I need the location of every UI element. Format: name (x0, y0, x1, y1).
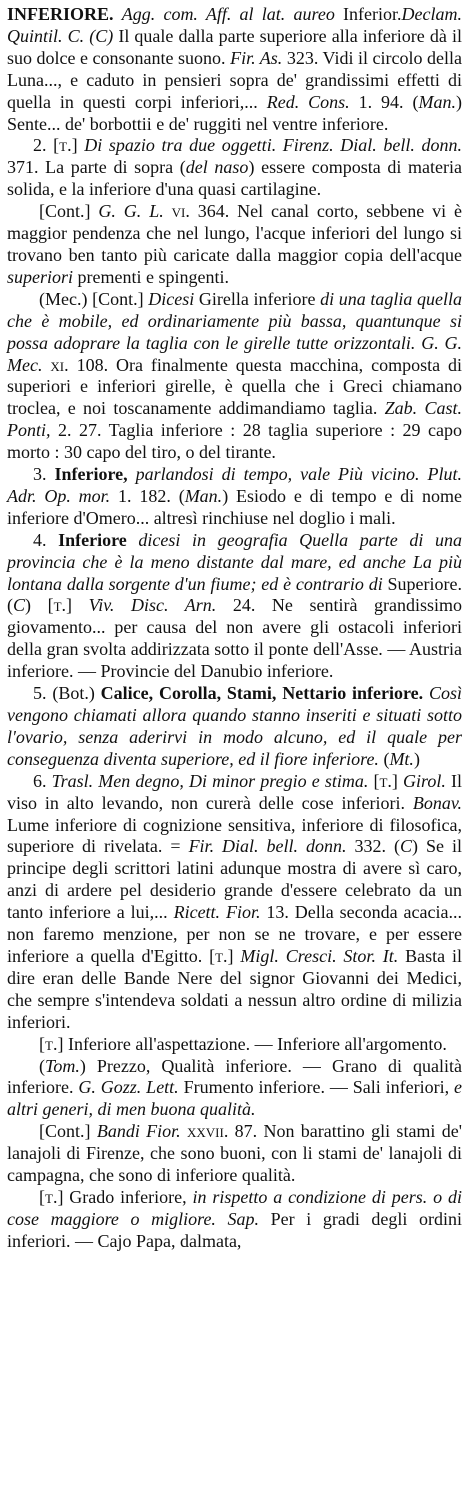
latin-equivalent: Inferior. (343, 4, 402, 24)
text-run: (Mec.) [Cont.] (39, 288, 149, 309)
sense-paragraph (7, 135, 462, 201)
text-run: t. (53, 595, 67, 616)
text-run: Il viso in alto levando, non curerà delle cose inferiori. (7, 770, 462, 813)
sense-paragraph (7, 1187, 462, 1253)
text-run: Di spazio tra due oggetti. Firenz. Dial. bell. donn. (84, 135, 462, 156)
text-run: 87. Non barattino gli stami de' lanajoli di Firenze, che sono buoni, con li stami de' lanajoli di campagna, che sono di inferiore qualità. (7, 1121, 462, 1186)
text-run: ) Se il principe degli scrittori latini adunque mostra di avere sì caro, anzi di ardere pel desiderio grande d'essere celebrato da un tanto inferiore a lui,... (7, 836, 463, 923)
text-run: ] (71, 135, 85, 156)
text-run: Lume inferiore di cognizione sensitiva, inferiore di filosofica, superiore di rivelata. = (7, 814, 462, 857)
sense-paragraph (7, 683, 462, 771)
text-run: Tom. (45, 1055, 80, 1076)
sense-paragraph (7, 201, 462, 289)
text-run: t. (59, 135, 72, 156)
text-run (127, 530, 139, 550)
text-run: 323. Vidi il circolo della Luna..., e caduto in pensieri sopra de' grandissimi effetti di quella in questi corpi inferiori,... (7, 47, 462, 112)
text-run: Calice, Corolla, Stami, Nettario inferiore. (100, 683, 424, 704)
text-run: [Cont.] (39, 201, 99, 222)
text-run (164, 201, 172, 221)
text-run: Così vengono chiamati allora quando stanno inseriti e situati sotto l'ovario, senza aderirvi in modo alcuno, ed il quale per conseguenza diventa superiore, ed il fiore inferiore. (7, 683, 463, 769)
text-run: superiori (7, 266, 74, 287)
text-run: C (13, 595, 26, 616)
text-run: ] (66, 595, 89, 616)
text-run: [ (39, 1186, 45, 1207)
text-run: 1. 94. ( (349, 91, 419, 112)
text-run: ] (391, 770, 404, 791)
sense-paragraph (7, 1121, 462, 1187)
text-run: 3. (33, 464, 55, 485)
text-run: Girol. (403, 770, 446, 791)
text-run: vi. (171, 201, 190, 222)
text-run: xxvii. (187, 1121, 229, 1142)
text-run (128, 464, 136, 484)
text-run: ) (413, 748, 420, 769)
text-run: di una taglia quella che è mobile, ed ordinariamente più bassa, quantunque si possa adoprare la taglia con le girelle tutte orizzontali. G. G. Mec. (7, 288, 463, 375)
text-run: Bandi Fior. (96, 1121, 181, 1142)
text-run: Frumento inferiore. — Sali inferiori, (178, 1077, 455, 1098)
text-run: t. (215, 945, 228, 966)
text-run: G. Gozz. Lett. (78, 1077, 179, 1098)
text-run: ] Grado inferiore, (57, 1186, 193, 1207)
text-run: prementi e spingenti. (73, 266, 229, 287)
text-run: Man. (184, 485, 223, 506)
text-run: 332. ( (346, 836, 401, 857)
text-run: t. (379, 770, 392, 791)
text-run: ) Sente... de' borbottii e de' ruggiti nel ventre inferiore. (7, 91, 463, 134)
text-run: Fir. As. (230, 47, 283, 68)
text-run: xi. (50, 354, 69, 375)
text-run: Man. (418, 91, 457, 112)
text-run: 371. La parte di sopra ( (7, 157, 186, 178)
text-run: Trasl. Men degno, Di minor pregio e stima. (51, 770, 369, 791)
text-run: 108. Ora finalmente questa macchina, composta di superiori e inferiori girelle, è quella che i Greci chiamano troclea, e noi toscanamente addimandiamo taglia. (7, 354, 462, 419)
text-run: Per i gradi degli ordini inferiori. — Cajo Papa, dalmata, (7, 1208, 463, 1251)
text-run: [Cont.] (39, 1121, 97, 1142)
text-run: 13. Della seconda acacia... non faremo menzione, per non se ne trovare, e per essere inferiore a quella d'Egitto. [ (7, 902, 462, 966)
text-run: Bonav. (412, 792, 462, 813)
grammar-note: Agg. com. Aff. al lat. aureo (121, 4, 335, 24)
text-run: dicesi in geografia Quella parte di una provincia che è la meno distante dal mare, ed anche La più lontana dalla sorgente d'un fiume; ed è contrario di (7, 529, 462, 594)
text-run: ] Inferiore all'aspettazione. — Inferiore all'argomento. (57, 1033, 447, 1054)
text-run: 2. 27. Taglia inferiore : 28 taglia superiore : 29 capo morto : 30 capo del tiro, o del tirante. (7, 420, 462, 463)
text-run: Zab. Cast. Ponti, (7, 398, 462, 441)
text-run: Dicesi (148, 288, 195, 309)
sense-paragraph (7, 289, 462, 464)
text-run: Ricett. Fior. (173, 902, 261, 923)
text-run: del naso (185, 157, 249, 178)
sense-paragraph (7, 1034, 462, 1056)
text-run: C (400, 836, 413, 857)
text-run: 6. (33, 770, 52, 791)
text-run: Red. Cons. (266, 91, 350, 112)
text-run: G. G. L. (98, 201, 164, 222)
text-run: ( (378, 748, 390, 769)
sense-paragraph (7, 530, 462, 683)
text-run: Declam. Quintil. C. (C) (7, 4, 462, 46)
text-run: Migl. Cresci. Stor. It. (240, 945, 399, 966)
entry-senses (7, 135, 462, 1252)
text-run: Il quale dalla parte superiore alla inferiore dà il suo dolce e consonante suono. (7, 25, 462, 68)
text-run: [ (39, 1033, 45, 1054)
text-run: ) [ (25, 595, 54, 616)
text-run: ) Prezzo, Qualità inferiore. — Grano di qualità inferiore. (7, 1055, 462, 1098)
text-run: ) Esiodo e di tempo e di nome inferiore d'Omero... altresì rinchiuse nel doglio i mali. (7, 485, 462, 528)
text-run: Inferiore, (54, 464, 128, 485)
text-run: Mt. (389, 748, 414, 769)
text-run: 5. (Bot.) (33, 683, 101, 704)
text-run: Inferiore (58, 529, 127, 550)
headword: INFERIORE. (7, 4, 114, 24)
text-run: [ (368, 770, 380, 791)
sense-paragraph (7, 1056, 462, 1122)
text-run: in rispetto a condizione di pers. o di cose maggiore o migliore. Sap. (7, 1186, 462, 1229)
text-run: ) essere composta di materia solida, e la inferiore d'una quasi cartilagine. (7, 157, 463, 200)
text-run: Superiore. ( (7, 573, 463, 616)
text-run: ( (39, 1055, 45, 1076)
text-run: t. (45, 1186, 58, 1207)
text-run: 4. (33, 529, 59, 550)
text-run: Viv. Disc. Arn. (88, 595, 217, 616)
sense-paragraph (7, 771, 462, 1034)
text-run: 1. 182. ( (110, 485, 185, 506)
text-run: e altri generi, di men buona qualità. (7, 1077, 463, 1120)
entry-intro (7, 4, 462, 135)
text-run: 364. Nel canal corto, sebbene vi è maggior pendenza che nel lungo, l'acque inferiori del lungo si trovano ben tanto più caricate dalla maggior copia dell'acque (7, 201, 463, 265)
text-run: t. (45, 1033, 58, 1054)
sense-paragraph (7, 464, 462, 530)
text-run: 2. [ (33, 135, 60, 156)
text-run: Fir. Dial. bell. donn. (188, 836, 347, 857)
text-run: parlandosi di tempo, vale Più vicino. Plut. Adr. Op. mor. (7, 464, 462, 506)
text-run: Basta il dire eran delle Bande Nere del signor Giovanni dei Medici, che sempre s'intendeva soldati a nessun altro ordine di milizia inferiori. (7, 945, 462, 1032)
text-run: Girella inferiore (194, 288, 321, 309)
text-run: ] (227, 945, 241, 966)
text-run: 24. Ne sentirà grandissimo giovamento... per causa del non avere gli ostacoli inferiori della gran svolta addirizzata sotto il ponte dell'Asse. — Austria inferiore. — Provincie del Danubio inferiore. (7, 595, 463, 682)
